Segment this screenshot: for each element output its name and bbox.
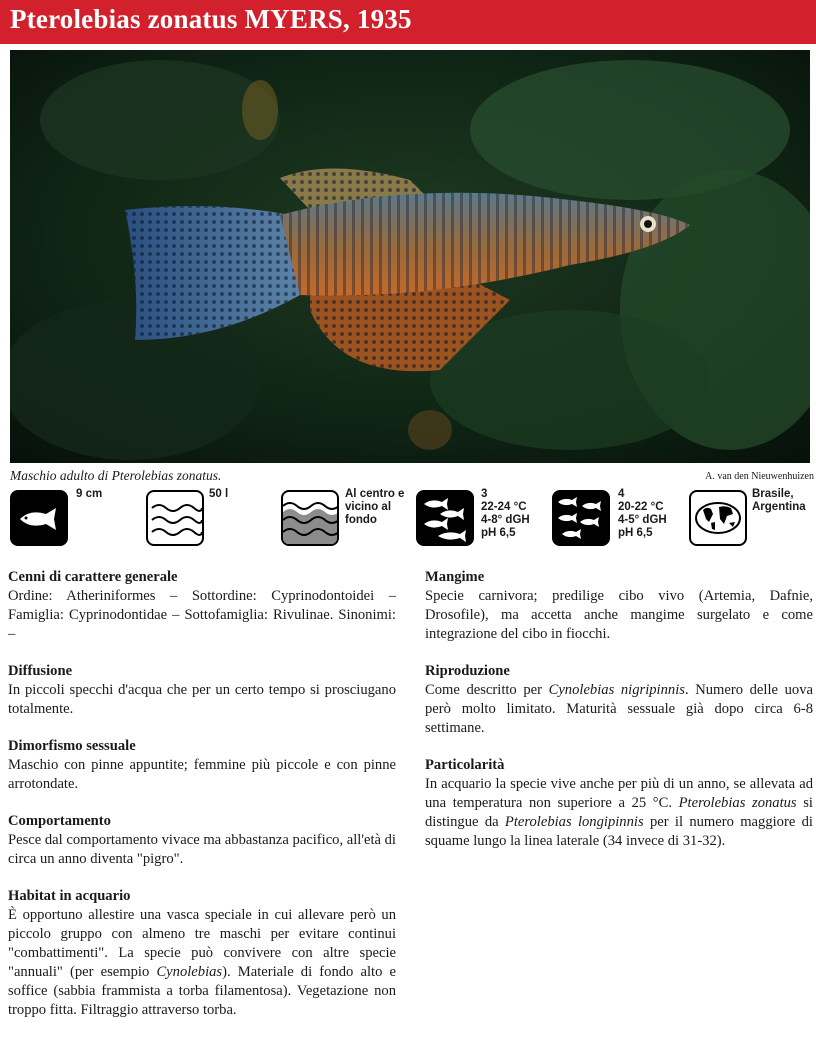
section-text	[425, 775, 813, 851]
section-heading: Riproduzione	[425, 663, 510, 679]
text-run: . Numero delle uova però molto limitato. Maturità sessuale già dopo circa 6-8 settimane.	[425, 682, 813, 736]
right-column	[425, 568, 813, 869]
section-text: Maschio con pinne appuntite; femmine più piccole e con pinne arrotondate.	[8, 757, 396, 792]
breeding-label-2: 4 20-22 °C 4-5° dGH pH 6,5	[618, 488, 667, 539]
tank-volume-icon	[146, 490, 204, 546]
section-general	[8, 568, 396, 644]
fish-school-icon	[416, 490, 474, 546]
tank-volume-label: 50 l	[209, 488, 229, 500]
section-food	[425, 568, 813, 644]
photo-credit: A. van den Nieuwenhuizen	[705, 471, 814, 482]
section-heading: Diffusione	[8, 663, 73, 679]
text-run: per il numero maggiore di squame lungo la linea laterale (34 invece di 31-32).	[425, 814, 813, 849]
species-name: Cynolebias nigripinnis	[548, 682, 685, 698]
species-name: Pterolebias longipinnis	[504, 814, 644, 830]
section-dimorphism	[8, 737, 396, 794]
fish-school-icon	[552, 490, 610, 546]
text-run: si distingue da	[425, 795, 813, 830]
title-bar	[0, 0, 816, 44]
photo-caption: Maschio adulto di Pterolebias zonatus.	[10, 468, 222, 483]
fish-size-icon	[10, 490, 68, 546]
section-text	[425, 681, 813, 738]
distribution-label: Brasile, Argentina	[752, 488, 806, 513]
section-habitat	[8, 887, 396, 1020]
section-text: Pesce dal comportamento vivace ma abbastanza pacifico, all'età di circa un anno diventa "pigro".	[8, 832, 396, 867]
section-reproduction	[425, 662, 813, 738]
water-zone-label: Al centro e vicino al fondo	[345, 488, 405, 526]
breeding-label-1: 3 22-24 °C 4-8° dGH pH 6,5	[481, 488, 530, 539]
size-label: 9 cm	[76, 488, 103, 500]
section-particulars	[425, 756, 813, 851]
section-heading: Cenni di carattere generale	[8, 569, 178, 585]
text-run: Come descritto per	[425, 682, 549, 698]
species-name: Pterolebias zonatus	[678, 795, 797, 811]
left-column	[8, 568, 396, 1038]
section-distribution	[8, 662, 396, 719]
section-text: Ordine: Atheriniformes – Sottordine: Cyprinodontoidei – Famiglia: Cyprinodontidae – Sottofamiglia: Rivulinae. Sinonimi: –	[8, 588, 396, 642]
section-heading: Particolarità	[425, 757, 505, 773]
section-text: Specie carnivora; predilige cibo vivo (Artemia, Dafnie, Drosofile), ma accetta anche mangime surgelato e come integrazione del cibo in fiocchi.	[425, 588, 813, 642]
section-text	[8, 906, 396, 1020]
globe-icon	[689, 490, 747, 546]
section-heading: Mangime	[425, 569, 485, 585]
section-heading: Dimorfismo sessuale	[8, 738, 136, 754]
fish-photo	[10, 50, 810, 463]
section-heading: Habitat in acquario	[8, 888, 131, 904]
section-behavior	[8, 812, 396, 869]
water-zone-icon	[281, 490, 339, 546]
page-title: Pterolebias zonatus MYERS, 1935	[10, 4, 412, 34]
text-run: È opportuno allestire una vasca speciale in cui allevare però un piccolo gruppo con almeno tre maschi per evitare continui "combattimenti". La specie può convivere con altre specie "annuali" (per esempio	[8, 907, 396, 980]
section-heading: Comportamento	[8, 813, 111, 829]
section-text: In piccoli specchi d'acqua che per un certo tempo si prosciugano totalmente.	[8, 682, 396, 717]
species-name: Cynolebias	[156, 964, 223, 980]
text-run: ). Materiale di fondo alto e soffice (sabbia frammista a torba filamentosa). Vegetazione non troppo fitta. Filtraggio attraverso torba.	[8, 964, 396, 1018]
text-run: In acquario la specie vive anche per più di un anno, se allevata ad una temperatura non superiore a 25 °C.	[425, 776, 813, 811]
